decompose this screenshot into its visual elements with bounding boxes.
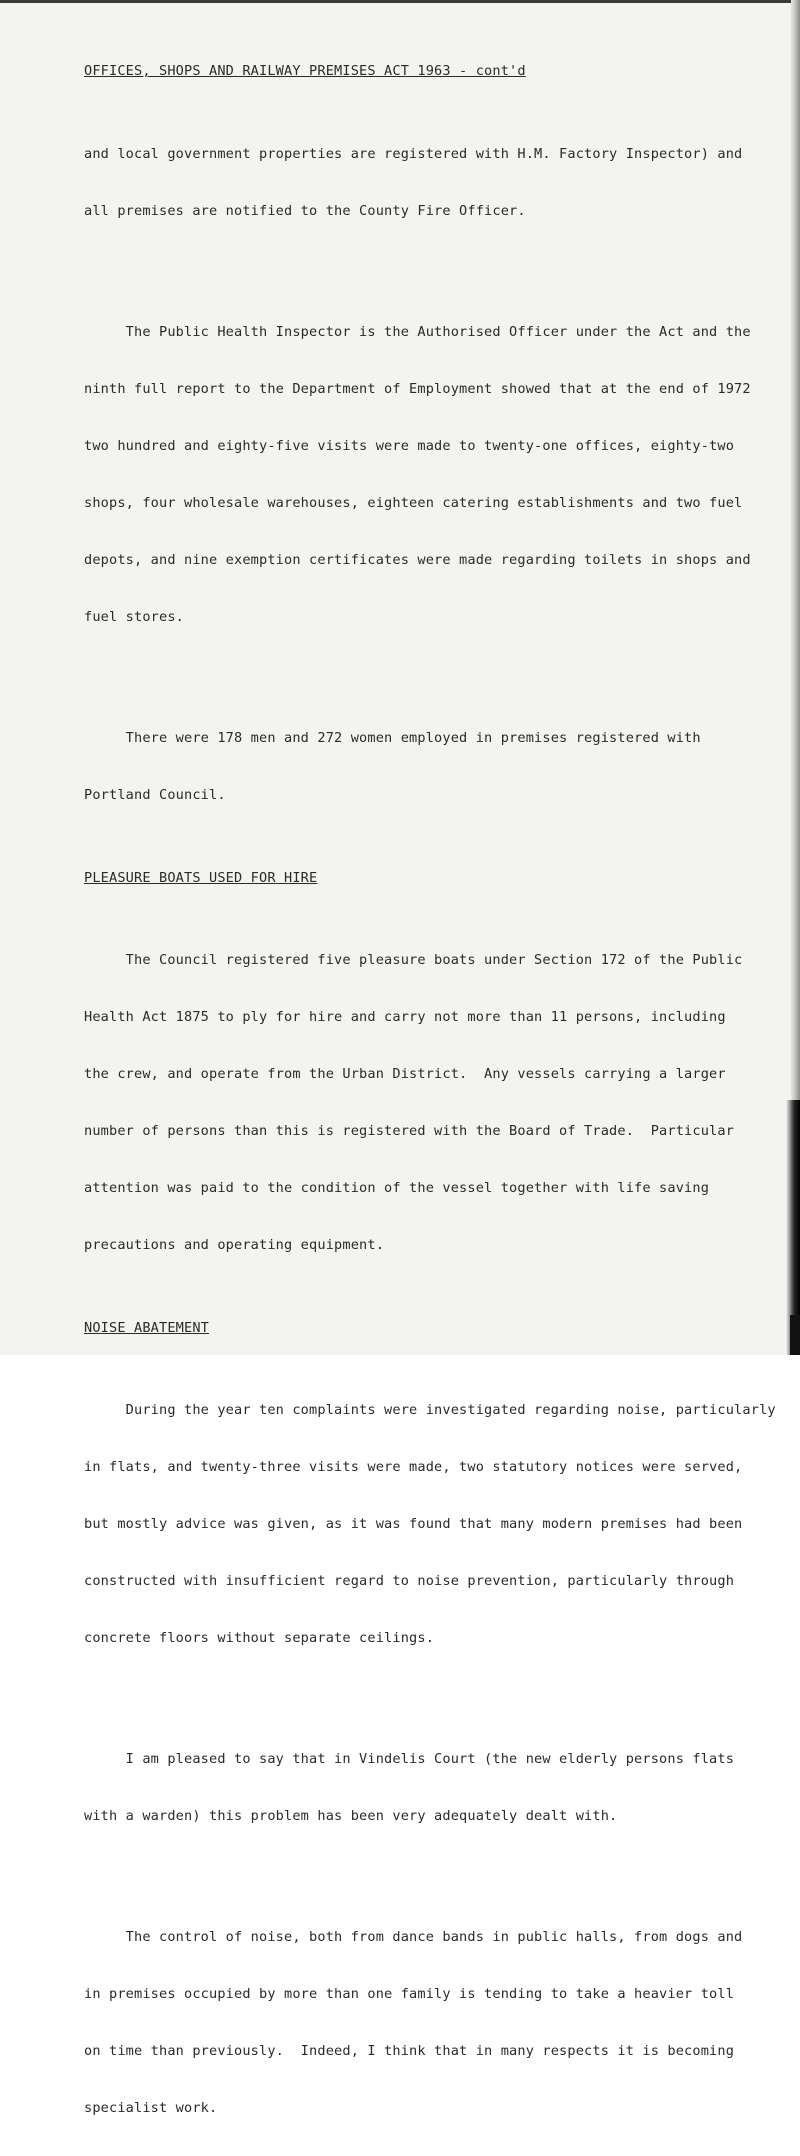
- paragraph-employees: [84, 691, 784, 843]
- text-line: I am pleased to say that in Vindelis Court (the new elderly persons flats: [84, 1751, 735, 1767]
- text-line: in premises occupied by more than one family is tending to take a heavier toll: [84, 1986, 735, 2002]
- text-line: During the year ten complaints were investigated regarding noise, particularly: [84, 1402, 776, 1418]
- paragraph-vindelis-court: [84, 1712, 784, 1864]
- text-line: ninth full report to the Department of Employment showed that at the end of 1972: [84, 381, 751, 397]
- text-line: but mostly advice was given, as it was found that many modern premises had been: [84, 1516, 743, 1532]
- text-line: There were 178 men and 272 women employed in premises registered with: [84, 730, 701, 746]
- text-line: in flats, and twenty-three visits were made, two statutory notices were served,: [84, 1459, 743, 1475]
- text-line: attention was paid to the condition of the vessel together with life saving: [84, 1180, 710, 1196]
- text-line: The control of noise, both from dance bands in public halls, from dogs and: [84, 1929, 743, 1945]
- text-line: two hundred and eighty-five visits were made to twenty-one offices, eighty-two: [84, 438, 735, 454]
- text-line: with a warden) this problem has been very adequately dealt with.: [84, 1808, 618, 1824]
- text-line: the crew, and operate from the Urban District. Any vessels carrying a larger: [84, 1066, 726, 1082]
- paragraph-inspector: [84, 285, 784, 665]
- section-heading-pleasure-boats: PLEASURE BOATS USED FOR HIRE: [84, 870, 318, 886]
- page-header: OFFICES, SHOPS AND RAILWAY PREMISES ACT 1963 - cont'd: [84, 63, 526, 79]
- text-line: precautions and operating equipment.: [84, 1237, 385, 1253]
- text-line: and local government properties are registered with H.M. Factory Inspector) and: [84, 146, 743, 162]
- scan-top-border: [0, 0, 800, 3]
- text-line: constructed with insufficient regard to noise prevention, particularly through: [84, 1573, 735, 1589]
- scan-corner-shadow: [790, 1315, 800, 1355]
- text-line: all premises are notified to the County Fire Officer.: [84, 203, 526, 219]
- text-line: The Public Health Inspector is the Authorised Officer under the Act and the: [84, 324, 751, 340]
- text-line: Portland Council.: [84, 787, 226, 803]
- text-line: The Council registered five pleasure boats under Section 172 of the Public: [84, 952, 743, 968]
- paragraph-noise-control: [84, 1890, 784, 2156]
- paragraph-registration: [84, 107, 784, 259]
- paragraph-noise-complaints: [84, 1363, 784, 1686]
- paragraph-pleasure-boats: [84, 913, 784, 1293]
- text-line: concrete floors without separate ceilings.: [84, 1630, 435, 1646]
- text-line: number of persons than this is registered with the Board of Trade. Particular: [84, 1123, 735, 1139]
- text-line: on time than previously. Indeed, I think that in many respects it is becoming: [84, 2043, 735, 2059]
- text-line: specialist work.: [84, 2100, 218, 2116]
- document-body: [84, 62, 784, 2156]
- text-line: Health Act 1875 to ply for hire and carry not more than 11 persons, including: [84, 1009, 726, 1025]
- section-heading-noise-abatement: NOISE ABATEMENT: [84, 1320, 210, 1336]
- text-line: shops, four wholesale warehouses, eighteen catering establishments and two fuel: [84, 495, 743, 511]
- text-line: depots, and nine exemption certificates were made regarding toilets in shops and: [84, 552, 751, 568]
- text-line: fuel stores.: [84, 609, 185, 625]
